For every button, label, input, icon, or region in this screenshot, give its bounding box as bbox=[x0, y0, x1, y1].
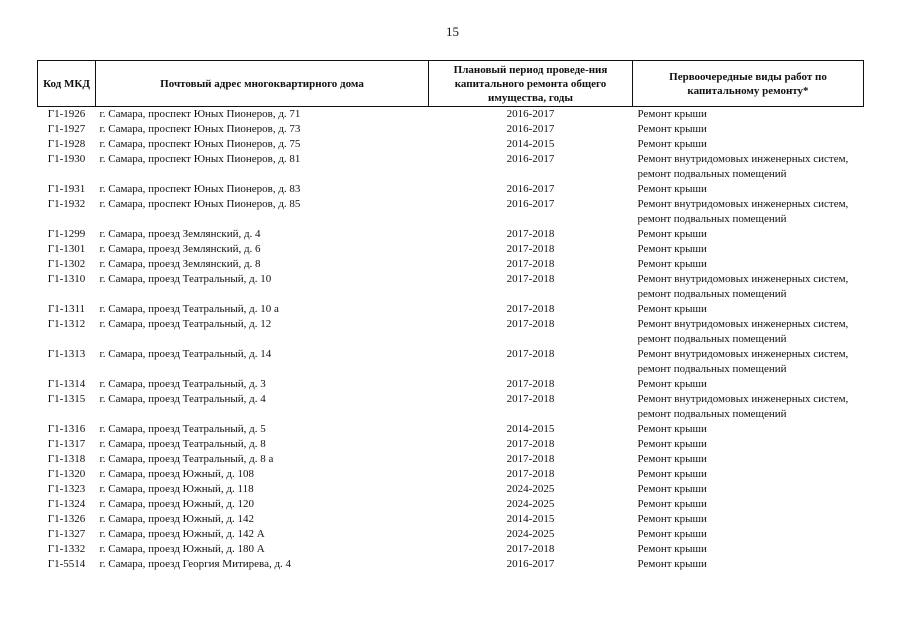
table-row bbox=[38, 107, 864, 123]
cell-address: г. Самара, проезд Георгия Митирева, д. 4 bbox=[99, 558, 292, 570]
cell-period: 2017-2018 bbox=[506, 393, 555, 405]
cell-works: Ремонт внутридомовых инженерных систем, ремонт подвальных помещений bbox=[637, 273, 849, 300]
table-row bbox=[38, 122, 864, 137]
cell-period: 2014-2015 bbox=[506, 138, 555, 150]
cell-works: Ремонт крыши bbox=[637, 123, 707, 135]
table-row bbox=[38, 152, 864, 182]
table-row bbox=[38, 347, 864, 377]
table-row bbox=[38, 242, 864, 257]
cell-address: г. Самара, проезд Южный, д. 120 bbox=[99, 498, 254, 510]
cell-address: г. Самара, проезд Землянский, д. 8 bbox=[99, 258, 261, 270]
cell-code: Г1-1313 bbox=[47, 348, 86, 360]
cell-works: Ремонт внутридомовых инженерных систем, ремонт подвальных помещений bbox=[637, 393, 849, 420]
cell-address: г. Самара, проезд Театральный, д. 12 bbox=[99, 318, 272, 330]
header-row bbox=[38, 61, 864, 107]
cell-address: г. Самара, проспект Юных Пионеров, д. 71 bbox=[99, 108, 301, 120]
header-code: Код МКД bbox=[38, 61, 96, 107]
cell-code: Г1-1318 bbox=[47, 453, 86, 465]
cell-code: Г1-1927 bbox=[47, 123, 86, 135]
cell-period: 2016-2017 bbox=[506, 108, 555, 120]
cell-address: г. Самара, проспект Юных Пионеров, д. 85 bbox=[99, 198, 301, 210]
cell-works: Ремонт крыши bbox=[637, 543, 707, 555]
table-row bbox=[38, 452, 864, 467]
table-header bbox=[38, 61, 864, 107]
table-row bbox=[38, 527, 864, 542]
cell-code: Г1-5514 bbox=[47, 558, 86, 570]
cell-address: г. Самара, проезд Южный, д. 142 А bbox=[99, 528, 265, 540]
cell-period: 2017-2018 bbox=[506, 303, 555, 315]
cell-period: 2017-2018 bbox=[506, 273, 555, 285]
cell-works: Ремонт крыши bbox=[637, 108, 707, 120]
cell-period: 2017-2018 bbox=[506, 468, 555, 480]
cell-address: г. Самара, проезд Землянский, д. 6 bbox=[99, 243, 261, 255]
cell-period: 2024-2025 bbox=[506, 498, 555, 510]
cell-code: Г1-1932 bbox=[47, 198, 86, 210]
table-row bbox=[38, 542, 864, 557]
cell-works: Ремонт крыши bbox=[637, 228, 707, 240]
cell-works: Ремонт крыши bbox=[637, 258, 707, 270]
table-row bbox=[38, 497, 864, 512]
cell-address: г. Самара, проезд Землянский, д. 4 bbox=[99, 228, 261, 240]
mkd-table bbox=[37, 60, 864, 572]
cell-code: Г1-1311 bbox=[47, 303, 86, 315]
cell-works: Ремонт крыши bbox=[637, 303, 707, 315]
table-row bbox=[38, 137, 864, 152]
cell-address: г. Самара, проезд Южный, д. 180 А bbox=[99, 543, 265, 555]
cell-works: Ремонт крыши bbox=[637, 483, 707, 495]
cell-period: 2016-2017 bbox=[506, 123, 555, 135]
cell-works: Ремонт крыши bbox=[637, 378, 707, 390]
header-works: Первоочередные виды работ по капитальному ремонту* bbox=[633, 61, 864, 107]
cell-works: Ремонт крыши bbox=[637, 453, 707, 465]
cell-works: Ремонт внутридомовых инженерных систем, ремонт подвальных помещений bbox=[637, 318, 849, 345]
cell-works: Ремонт крыши bbox=[637, 558, 707, 570]
cell-period: 2016-2017 bbox=[506, 153, 555, 165]
cell-works: Ремонт крыши bbox=[637, 438, 707, 450]
cell-period: 2016-2017 bbox=[506, 198, 555, 210]
table-row bbox=[38, 422, 864, 437]
cell-code: Г1-1299 bbox=[47, 228, 86, 240]
cell-period: 2016-2017 bbox=[506, 558, 555, 570]
header-address: Почтовый адрес многоквартирного дома bbox=[96, 61, 429, 107]
cell-works: Ремонт внутридомовых инженерных систем, ремонт подвальных помещений bbox=[637, 348, 849, 375]
table-row bbox=[38, 272, 864, 302]
cell-period: 2014-2015 bbox=[506, 423, 555, 435]
table-row bbox=[38, 557, 864, 572]
cell-works: Ремонт внутридомовых инженерных систем, ремонт подвальных помещений bbox=[637, 153, 849, 180]
cell-code: Г1-1317 bbox=[47, 438, 86, 450]
cell-code: Г1-1332 bbox=[47, 543, 86, 555]
cell-period: 2014-2015 bbox=[506, 513, 555, 525]
table-row bbox=[38, 227, 864, 242]
cell-period: 2017-2018 bbox=[506, 243, 555, 255]
cell-code: Г1-1302 bbox=[47, 258, 86, 270]
table-row bbox=[38, 377, 864, 392]
header-period: Плановый период проведе-ния капитального ремонта общего имущества, годы bbox=[429, 61, 633, 107]
cell-code: Г1-1310 bbox=[47, 273, 86, 285]
cell-works: Ремонт крыши bbox=[637, 183, 707, 195]
cell-period: 2017-2018 bbox=[506, 258, 555, 270]
cell-code: Г1-1316 bbox=[47, 423, 86, 435]
table-row bbox=[38, 182, 864, 197]
cell-period: 2024-2025 bbox=[506, 528, 555, 540]
table-row bbox=[38, 317, 864, 347]
table-body bbox=[38, 107, 864, 573]
cell-period: 2017-2018 bbox=[506, 438, 555, 450]
table-row bbox=[38, 257, 864, 272]
cell-works: Ремонт крыши bbox=[637, 423, 707, 435]
cell-code: Г1-1301 bbox=[47, 243, 86, 255]
page-number: 15 bbox=[446, 24, 459, 39]
cell-period: 2017-2018 bbox=[506, 318, 555, 330]
table-row bbox=[38, 302, 864, 317]
cell-address: г. Самара, проезд Театральный, д. 10 bbox=[99, 273, 272, 285]
cell-address: г. Самара, проспект Юных Пионеров, д. 75 bbox=[99, 138, 301, 150]
cell-address: г. Самара, проезд Театральный, д. 4 bbox=[99, 393, 266, 405]
cell-address: г. Самара, проезд Южный, д. 118 bbox=[99, 483, 254, 495]
cell-address: г. Самара, проезд Южный, д. 142 bbox=[99, 513, 254, 525]
cell-address: г. Самара, проспект Юных Пионеров, д. 81 bbox=[99, 153, 301, 165]
cell-works: Ремонт внутридомовых инженерных систем, ремонт подвальных помещений bbox=[637, 198, 849, 225]
cell-address: г. Самара, проезд Театральный, д. 8 а bbox=[99, 453, 274, 465]
cell-code: Г1-1931 bbox=[47, 183, 86, 195]
cell-period: 2016-2017 bbox=[506, 183, 555, 195]
cell-works: Ремонт крыши bbox=[637, 528, 707, 540]
cell-works: Ремонт крыши bbox=[637, 243, 707, 255]
cell-address: г. Самара, проезд Театральный, д. 14 bbox=[99, 348, 272, 360]
cell-period: 2024-2025 bbox=[506, 483, 555, 495]
cell-address: г. Самара, проспект Юных Пионеров, д. 83 bbox=[99, 183, 301, 195]
cell-address: г. Самара, проспект Юных Пионеров, д. 73 bbox=[99, 123, 301, 135]
cell-period: 2017-2018 bbox=[506, 378, 555, 390]
cell-works: Ремонт крыши bbox=[637, 468, 707, 480]
cell-works: Ремонт крыши bbox=[637, 138, 707, 150]
cell-code: Г1-1928 bbox=[47, 138, 86, 150]
cell-code: Г1-1326 bbox=[47, 513, 86, 525]
table-row bbox=[38, 437, 864, 452]
cell-address: г. Самара, проезд Театральный, д. 8 bbox=[99, 438, 266, 450]
cell-period: 2017-2018 bbox=[506, 228, 555, 240]
table-row bbox=[38, 392, 864, 422]
table-row bbox=[38, 467, 864, 482]
cell-code: Г1-1312 bbox=[47, 318, 86, 330]
cell-code: Г1-1324 bbox=[47, 498, 86, 510]
cell-code: Г1-1323 bbox=[47, 483, 86, 495]
table-row bbox=[38, 197, 864, 227]
cell-code: Г1-1327 bbox=[47, 528, 86, 540]
cell-code: Г1-1320 bbox=[47, 468, 86, 480]
cell-address: г. Самара, проезд Театральный, д. 5 bbox=[99, 423, 266, 435]
cell-code: Г1-1926 bbox=[47, 108, 86, 120]
cell-address: г. Самара, проезд Южный, д. 108 bbox=[99, 468, 254, 480]
table-row bbox=[38, 482, 864, 497]
cell-works: Ремонт крыши bbox=[637, 498, 707, 510]
cell-works: Ремонт крыши bbox=[637, 513, 707, 525]
cell-period: 2017-2018 bbox=[506, 348, 555, 360]
cell-address: г. Самара, проезд Театральный, д. 3 bbox=[99, 378, 266, 390]
table-row bbox=[38, 512, 864, 527]
cell-code: Г1-1930 bbox=[47, 153, 86, 165]
cell-period: 2017-2018 bbox=[506, 453, 555, 465]
cell-code: Г1-1315 bbox=[47, 393, 86, 405]
cell-code: Г1-1314 bbox=[47, 378, 86, 390]
cell-address: г. Самара, проезд Театральный, д. 10 а bbox=[99, 303, 279, 315]
cell-period: 2017-2018 bbox=[506, 543, 555, 555]
